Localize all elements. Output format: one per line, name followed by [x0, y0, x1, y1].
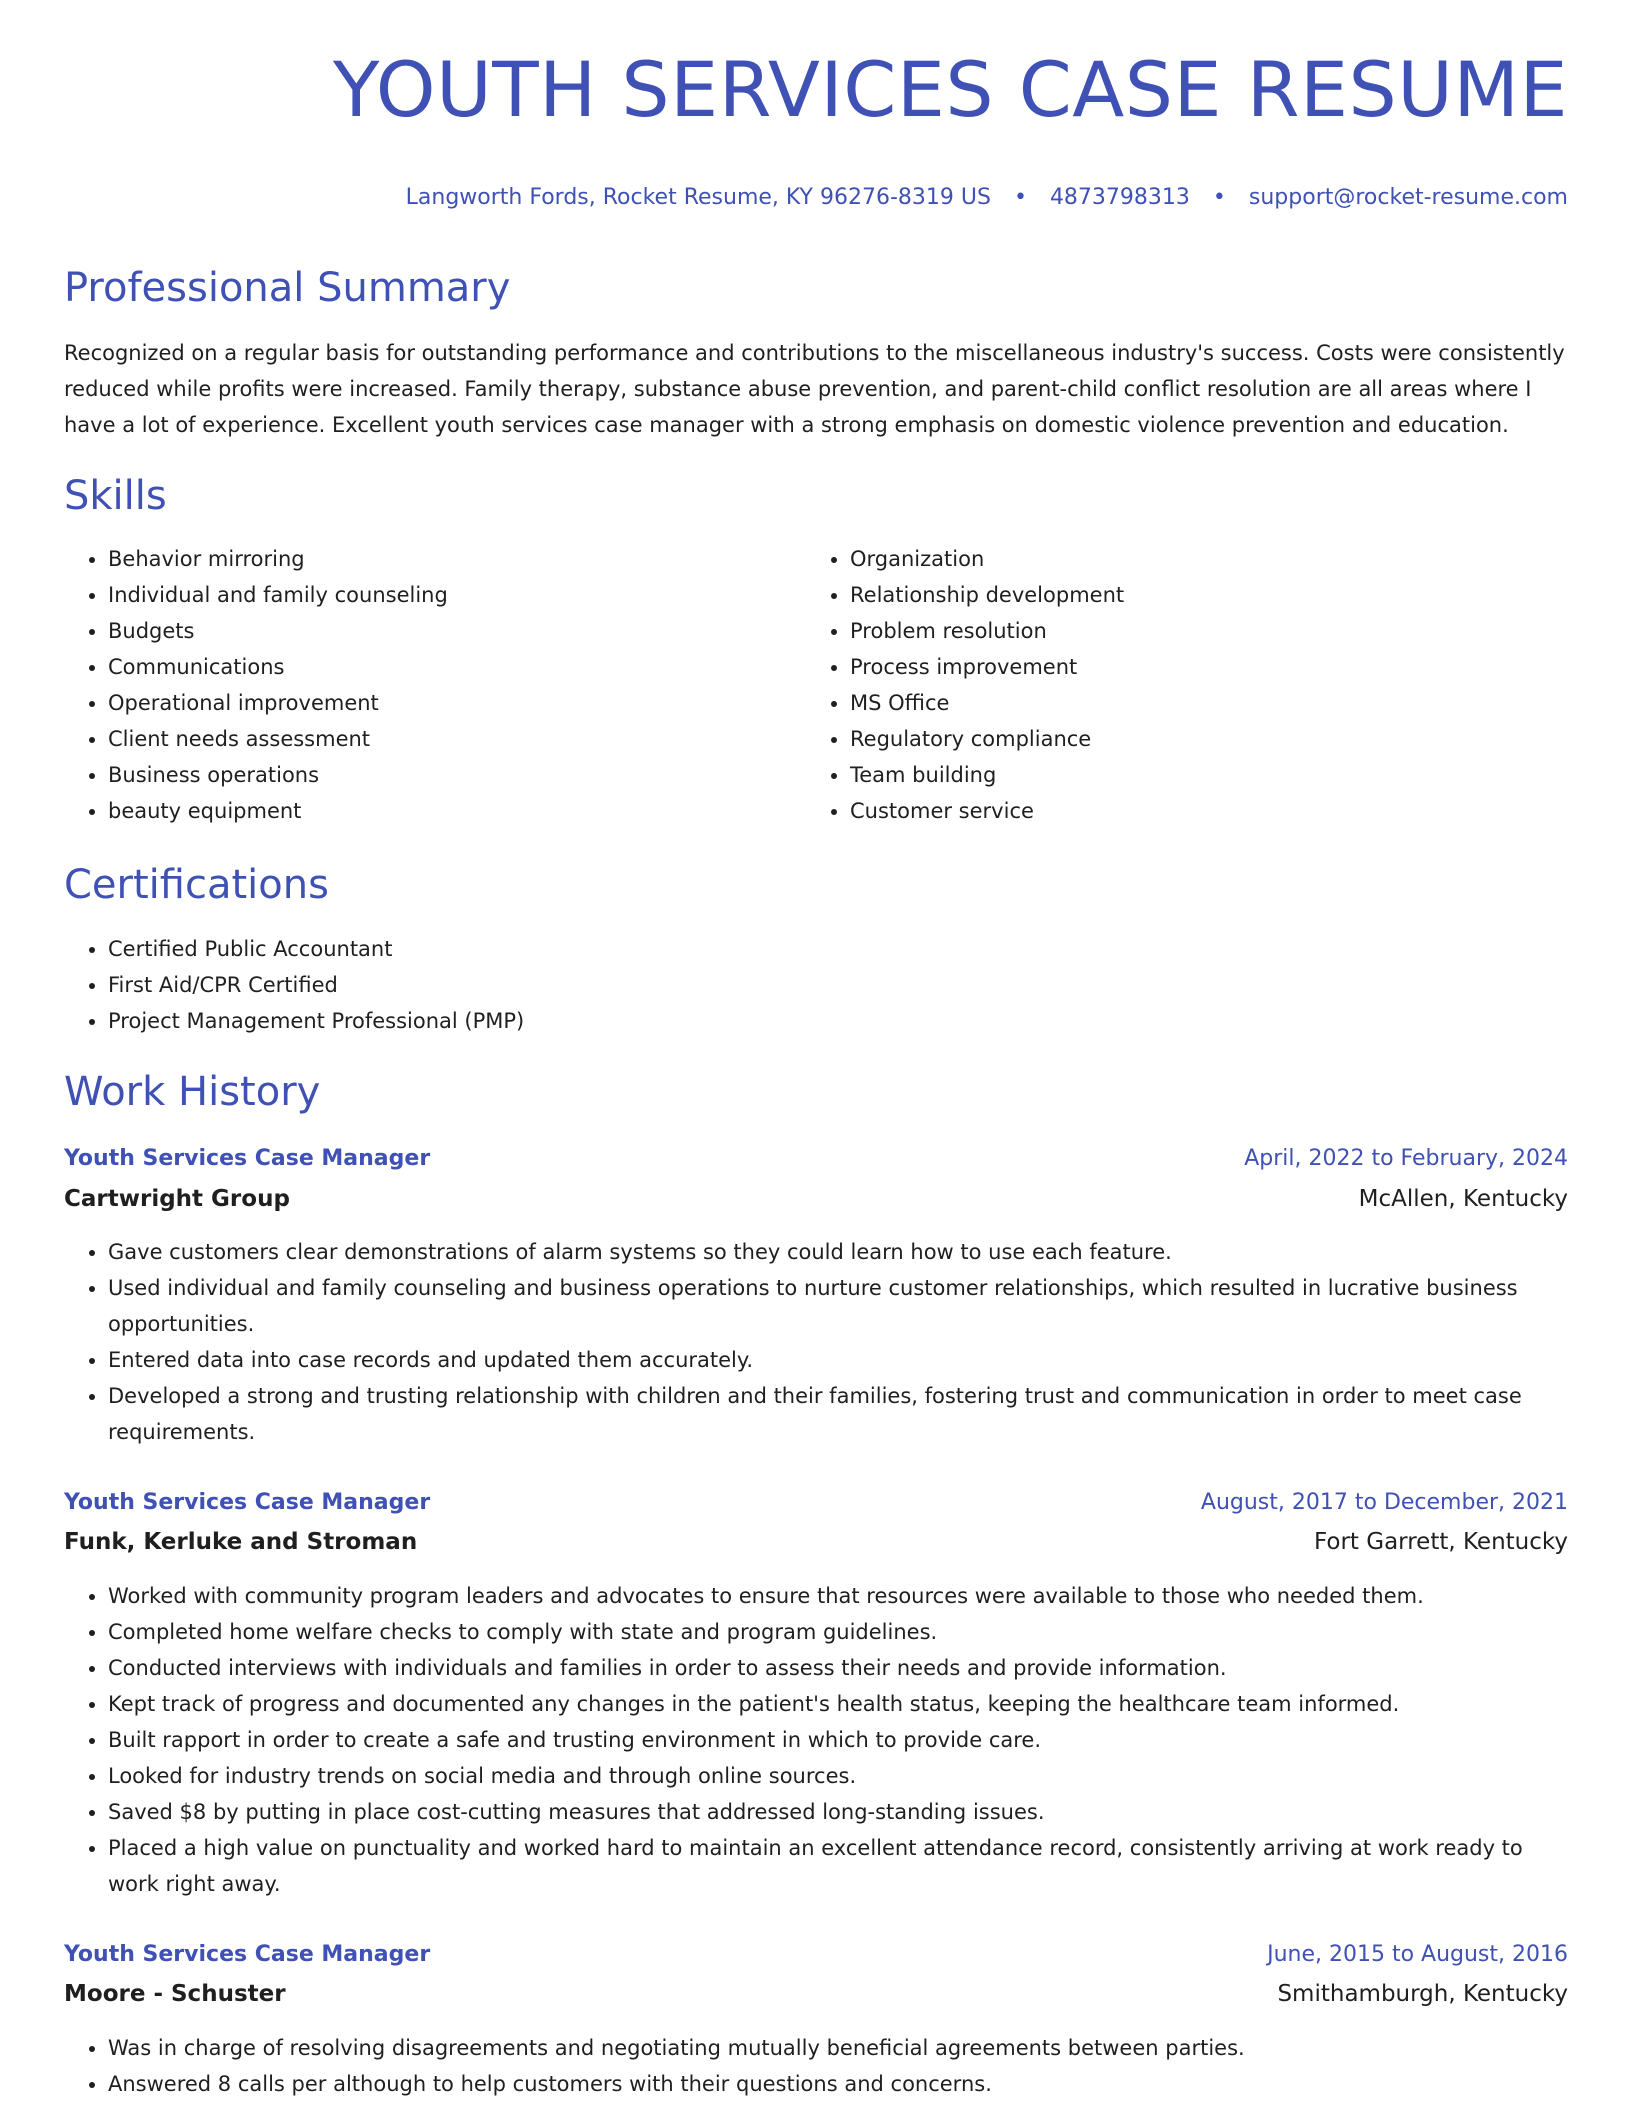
- job-bullet: • Kept track of progress and documented any changes in the patient's health status, keeping the healthcare team informed.: [108, 1686, 1568, 1722]
- job-bullet: • Placed a high value on punctuality and worked hard to maintain an excellent attendance record, consistently arriving at work ready to work right away.: [108, 1830, 1568, 1902]
- section-title-summary: Professional Summary: [64, 265, 511, 311]
- contact-separator: •: [1212, 185, 1226, 210]
- skill-item: • Operational improvement: [108, 685, 808, 721]
- job-bullet: • Built rapport in order to create a safe and trusting environment in which to provide care.: [108, 1722, 1568, 1758]
- section-title-certifications: Certifications: [64, 862, 329, 908]
- job-company: Moore - Schuster: [64, 1981, 286, 2007]
- skill-item: • Individual and family counseling: [108, 577, 808, 613]
- contact-email: support@rocket-resume.com: [1248, 185, 1568, 210]
- job-bullet: • Entered data into case records and updated them accurately.: [108, 1342, 1568, 1378]
- skill-item: • Problem resolution: [850, 613, 1550, 649]
- summary-text: Recognized on a regular basis for outstanding performance and contributions to the miscellaneous industry's success. Costs were consistently reduced while profits were increased. Family therapy, substance abuse prevention, and parent-child conflict resolution are all areas where I have a lot of experience. Excellent youth services case manager with a strong emphasis on domestic violence prevention and education.: [64, 341, 1565, 437]
- job-bullet: • Worked with community program leaders and advocates to ensure that resources were available to those who needed them.: [108, 1578, 1568, 1614]
- contact-phone: 4873798313: [1049, 185, 1190, 210]
- contact-separator: •: [1013, 185, 1027, 210]
- job-bullets: [64, 1578, 1568, 1902]
- skill-item: • Budgets: [108, 613, 808, 649]
- section-title-work-history: Work History: [64, 1069, 321, 1115]
- job-location: Fort Garrett, Kentucky: [1313, 1529, 1568, 1555]
- job-bullet: • Looked for industry trends on social media and through online sources.: [108, 1758, 1568, 1794]
- skills-list-right: [806, 541, 1550, 829]
- job-bullet: • Answered 8 calls per although to help customers with their questions and concerns.: [108, 2066, 1568, 2102]
- job-bullet: • Completed home welfare checks to comply with state and program guidelines.: [108, 1614, 1568, 1650]
- certification-item: • Certified Public Accountant: [108, 931, 1568, 967]
- job-bullet: • Gave customers clear demonstrations of alarm systems so they could learn how to use each feature.: [108, 1234, 1568, 1270]
- skill-item: • Team building: [850, 757, 1550, 793]
- job-dates: August, 2017 to December, 2021: [1200, 1490, 1568, 1515]
- job-bullets: [64, 1234, 1568, 1450]
- skill-item: • Business operations: [108, 757, 808, 793]
- certification-item: • First Aid/CPR Certified: [108, 967, 1568, 1003]
- certification-item: • Project Management Professional (PMP): [108, 1003, 1568, 1039]
- job-title: Youth Services Case Manager: [64, 1146, 431, 1171]
- skills-list-left: [64, 541, 808, 829]
- job-bullet: • Developed a strong and trusting relationship with children and their families, fostering trust and communication in order to meet case requirements.: [108, 1378, 1568, 1450]
- job-bullet: • Was in charge of resolving disagreements and negotiating mutually beneficial agreements between parties.: [108, 2030, 1568, 2066]
- job-company: Funk, Kerluke and Stroman: [64, 1529, 418, 1555]
- resume-name: YOUTH SERVICES CASE RESUME: [332, 45, 1568, 134]
- job-bullets: [64, 2030, 1568, 2102]
- skill-item: • Relationship development: [850, 577, 1550, 613]
- section-title-skills: Skills: [64, 473, 167, 519]
- job-title: Youth Services Case Manager: [64, 1942, 431, 1967]
- skill-item: • Process improvement: [850, 649, 1550, 685]
- skill-item: • Regulatory compliance: [850, 721, 1550, 757]
- job-title: Youth Services Case Manager: [64, 1490, 431, 1515]
- job-location: McAllen, Kentucky: [1358, 1186, 1568, 1212]
- job-dates: April, 2022 to February, 2024: [1244, 1146, 1568, 1171]
- job-location: Smithamburgh, Kentucky: [1277, 1981, 1568, 2007]
- contact-address: Langworth Fords, Rocket Resume, KY 96276-8319 US: [405, 185, 991, 210]
- job-company: Cartwright Group: [64, 1186, 290, 1212]
- job-bullet: • Used individual and family counseling and business operations to nurture customer relationships, which resulted in lucrative business opportunities.: [108, 1270, 1568, 1342]
- contact-line: [406, 183, 1568, 213]
- job-bullet: • Conducted interviews with individuals and families in order to assess their needs and provide information.: [108, 1650, 1568, 1686]
- skill-item: • Client needs assessment: [108, 721, 808, 757]
- job-bullet: • Saved $8 by putting in place cost-cutting measures that addressed long-standing issues.: [108, 1794, 1568, 1830]
- skill-item: • Communications: [108, 649, 808, 685]
- job-dates: June, 2015 to August, 2016: [1267, 1942, 1568, 1967]
- skill-item: • Organization: [850, 541, 1550, 577]
- skill-item: • Behavior mirroring: [108, 541, 808, 577]
- skill-item: • beauty equipment: [108, 793, 808, 829]
- skill-item: • MS Office: [850, 685, 1550, 721]
- certifications-list: [64, 931, 1568, 1039]
- skill-item: • Customer service: [850, 793, 1550, 829]
